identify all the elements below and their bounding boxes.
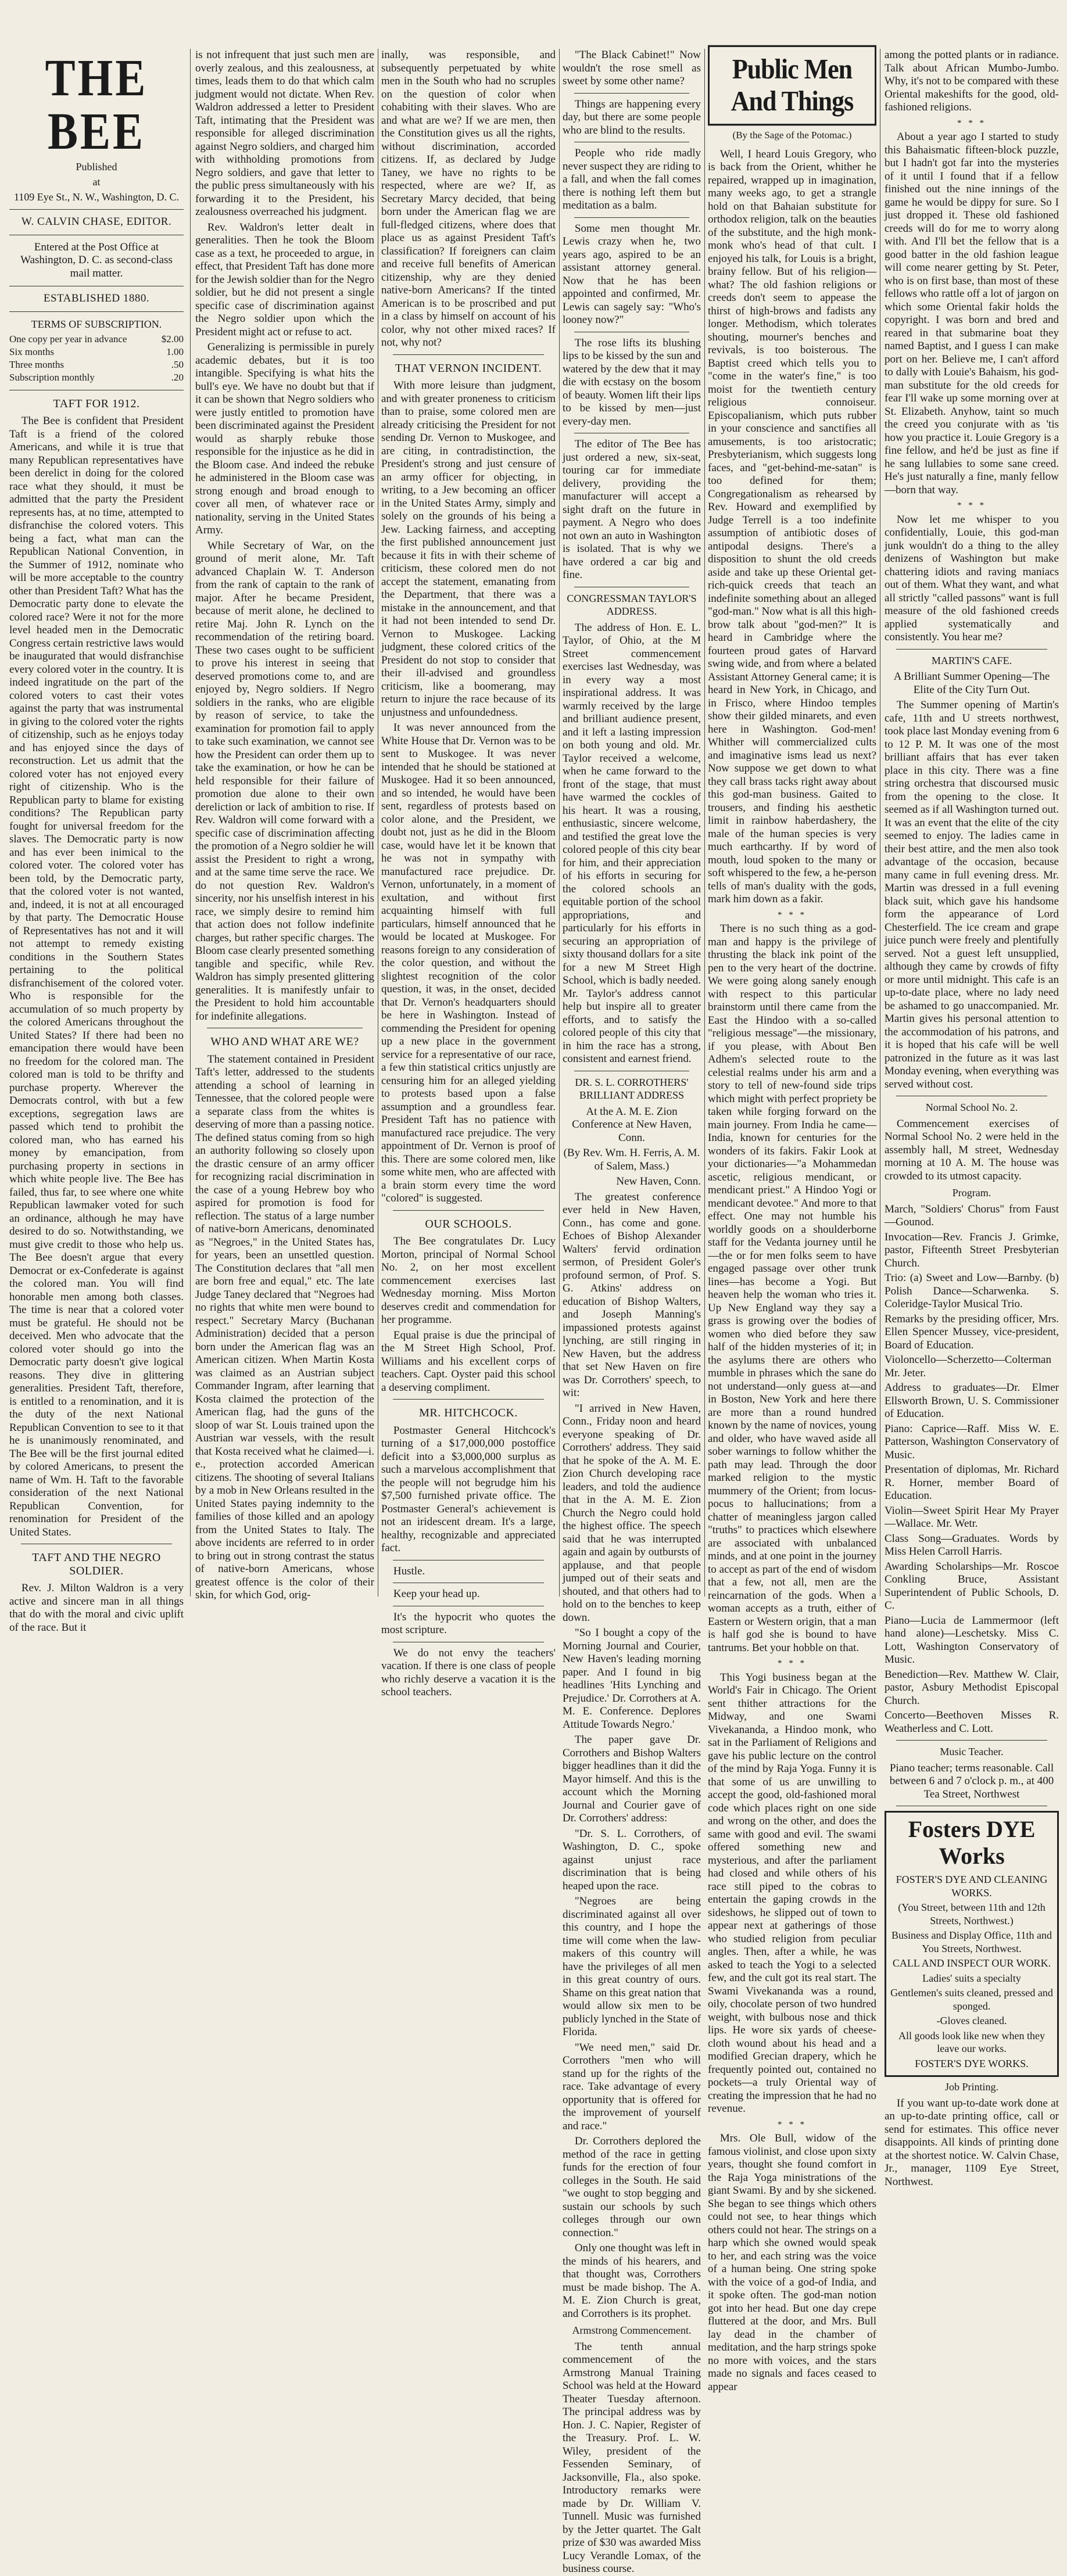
article-paragraph: It was never announced from the White House that Dr. Vernon was to be sent to Muskogee. It was never intended that he should be stationed at Muskogee. Had it so been announced, and so intended, he would have been sent, regardless of protests based on color alone, and the President, we doubt not, just as he did in the Bloom case, would have let it be known that he was not in sympathy with manufactured race prejudice. Dr. Vernon, unfortunately, in a moment of exultation, and without first acquainting himself with full particulars, himself announced that he would be located at Muskogee. For reasons foreign to any consideration of the color question, and without the slightest recognition of the color question, it was, in the onset, decided that Dr. Vernon's headquarters should be here in Washington. Instead of commending the President for opening up a new place in the government service for a representative of our race, a few thin statistical critics unjustly are censuring him for an alleged yielding to protests based upon a false assumption and a groundless fear. President Taft has no patience with manufactured race prejudice. The very appointment of Dr. Vernon is proof of this. There are some colored men, like some white men, who are affected with a brain storm every time the word "colored" is suggested. <box>381 722 556 1204</box>
star-divider: * * * <box>778 1659 807 1668</box>
article-paragraph: There is no such thing as a god-man and happy is the privilege of thrusting the black ink point of the pen to the very heart of the doctrine. We were going along sanely enough with respect to this particular brainstorm until there came from the East the Hindoo with a so-called "religious message"—the missionary, if you please, with About Ben Adhem's selected route to the celestial realms under his arm and a story to tell of new-found side trips which might with perfect propriety be taken while forging forward on the main journey. From India he came—India, known for centuries for the wonders of its fakirs. Fakir Look at your dictionaries—"a Mohammedan ascetic, religious mendicant, or mendicant priest." A Hindoo Yogi or mendicant devotee." And more to that effect. One may not humble his worldly goods on a shoulderborne staff for the Vedanta journey until he—the or for men folks seem to have engaged passage over other trunk lines—has become a Yogi. But heaven help the woman who tries it. Up New England way they say a grass is growing over the bodies of women who died before they saw half of the hidden mysteries of it; in the asylums there are others who mumble in phrases which the sane do not understand—only guess at—and in Boston, New York and here there are more than a round hundred known by the name of novices, young and older, who have waved aside all sober warnings to follow whither the path may lead. Through the door marked religion to the mystic mummery of the Orient; from locus-pocus to hallucinations; from a chatter of meaningless jargon called "truths" to practices which elsewhere are associated with unbalanced minds, and at one point in the journey to accept as part of the end of wisdom that a few, not all, men are the reincarnation of the gods. When a woman accepts as a truth, either of Eastern or Western origin, that a man is half god she is bound to have tantrums. Bet your hobble on that. <box>708 923 876 1654</box>
program-item: Remarks by the presiding officer, Mrs. Ellen Spencer Mussey, vice-president, Board of Education. <box>885 1312 1059 1351</box>
ad-heading: Job Printing. <box>944 2081 998 2093</box>
public-men-banner: Public Men And Things <box>708 45 876 126</box>
short-item: We do not envy the teachers' vacation. If there is one class of people who richly deserve a vacation it is the school teachers. <box>381 1646 556 1698</box>
article-paragraph: The Summer opening of Martin's cafe, 11th and U streets northwest, took place last Monday evening from 6 to 12 P. M. It was one of the most brilliant affairs that has ever taken place in this city. There was a fine string orchestra that discoursed music from the opening to the close. It seemed as if all Washington turned out. It was an event that the elite of the city seemed to enjoy. The ladies came in their best attire, and the men also took advantage of the occasion, because many came in full evening dress. Mr. Martin was dressed in a full evening black suit, which gave his handsome form the appearance of Lord Chesterfield. The ice cream and grape juice punch were freely and plentifully served. Not a guest left unsupplied, although they came by crowds of fifty or more until midnight. This cafe is an up-to-date place, where no lady need be ashamed to go unaccompanied. Mr. Martin gives his personal attention to the accommodation of his patrons, and it is hoped that his cafe will be well patronized in the future as it was last Monday evening, when everything was served without cost. <box>885 699 1059 1090</box>
divider <box>896 1740 1047 1741</box>
column-rule <box>190 49 191 1596</box>
article-heading: Armstrong Commencement. <box>572 2324 692 2336</box>
short-item: It's the hypocrit who quotes the most scripture. <box>381 1610 556 1636</box>
ad-line: FOSTER'S DYE WORKS. <box>915 2057 1029 2069</box>
article-paragraph: Dr. Corrothers deplored the method of the race in getting funds for the erection of four colleges in the South. He said "we ought to stop begging and sustain our schools by such colleges through our own connection." <box>563 2135 701 2239</box>
article-paragraph: "I arrived in New Haven, Conn., Friday noon and heard everyone speaking of Dr. Corrothers' address. They said that he spoke of the A. M. E. Zion Church developing race leaders, and told the audience that in the A. M. E. Zion Church the Negro could hold the highest office. The speech said that he was interrupted again and again by outbursts of applause, and that people jumped out of their seats and shouted, and that others had to hold on to the benches to keep down. <box>563 1402 701 1624</box>
article-heading: MR. HITCHCOCK. <box>419 1407 518 1419</box>
article-paragraph: Mrs. Ole Bull, widow of the famous violinist, and close upon sixty years, thought she found comfort in the Raja Yoga ministrations of the giant Swami. By and by she sickened. She began to see things which others could not see, to hear things which others could not hear. The strings on a harp which she owned would speak to her, and each string was the voice of a human being. One string spoke with the voice of a god-of India, and it spoke often. The god-man notion got into her head. But one day crepe fluttered at the door, and Mrs. Bull lay dead in the chamber of meditation, and the harp strings spoke no more with voices, and the stars made no signals and faces ceased to appear <box>708 2132 876 2393</box>
column-3 <box>381 49 556 1698</box>
terms-heading: TERMS OF SUBSCRIPTION. <box>31 318 162 330</box>
program-item: Benediction—Rev. Matthew W. Clair, pastor, Asbury Methodist Episcopal Church. <box>885 1668 1059 1707</box>
program-item: Invocation—Rev. Francis J. Grimke, pastor, Fifteenth Street Presbyterian Church. <box>885 1230 1059 1269</box>
star-divider: * * * <box>778 910 807 920</box>
star-divider: * * * <box>778 2119 807 2129</box>
terms-table <box>9 333 184 384</box>
program-heading: Program. <box>952 1187 991 1199</box>
article-paragraph: Well, I heard Louis Gregory, who is back from the Orient, whither he repaired, wrapped up in imagination, many weeks ago, to get a strangle hold on that Bahaian substitute for orthodox religion, talk on the beauties of the substitute, and the high monk-monk who's head of that cult. I enjoyed his talk, for Louis is a bright, brainy fellow. But of his religion—what? The old fashion religions or creeds don't seem to appease the thirst of high-brows and fadists any longer. Methodism, which tolerates shouting, mourner's benches and revivals, is too boisterous. The Baptist creed which tells you to "come in the water's fine," is too moist for the twentieth century religious connoiseur. Episcopalianism, which puts rubber in your conscience and sanctifies all amusements, is too aristocratic; Presbyterianism, which suggests long faces, and "get-behind-me-satan" is too defined for them; Congregationalism as rehearsed by Rev. Howard and exemplified by Judge Terrell is a too indefinite assumption of antibiotic doses of antipodal designs. There's a disposition to shunt the old creeds aside and take up these Oriental get-rich-quick creeds that teach an indefinite something about an alleged "god-man." Now what is all this high-brow talk about "god-men?" It is heard in Cambridge where the fourteen proud gates of Harvard swing wide, and from where a belated Assistant Attorney General came; it is heard in New York, in Chicago, and in Frisco, where Hindoo temples show their gilded minarets, and even here in Washington. God-men! Whither will commercialized cults and imaginative isms lead us next? Now suppose we get down to what they call brass tacks right away about this god-man business. Gaited to trousers, and finding his aesthetic limit in rainbow haberdashery, the male of the human species is very much earthcarthy. If by word of mouth, loud spoken to the many or soft whispered to the few, a he-person tells of man's duality with the gods, mark him down as a fakir. <box>708 148 876 905</box>
ad-line: FOSTER'S DYE AND CLEANING WORKS. <box>896 1874 1048 1899</box>
article-paragraph: Now let me whisper to you confidentially, Louie, this god-man junk wouldn't do a thing to the alley denizens of Washington but make chattering idiots and raving maniacs out of them. What they want, and what all strictly "called passons" want is full measure of the old fashioned creeds applied systematically and consistently. You hear me? <box>885 513 1059 643</box>
column-1 <box>9 48 184 1634</box>
terms-row: One copy per year in advance $2.00 <box>9 333 184 345</box>
program-item: Trio: (a) Sweet and Low—Barnby. (b) Polish Dance—Scharwenka. S. Coleridge-Taylor Musical Trio. <box>885 1272 1059 1310</box>
article-paragraph: Rev. Waldron's letter dealt in generalities. Then he took the Bloom case as a text, he proceeded to argue, in effect, that President Taft has done more for the Jewish soldier than for the Negro soldier, but he did not present a single specific case of discrimination against the Negro soldier upon which the President might act or refuse to act. <box>195 221 374 338</box>
column-4 <box>563 49 701 2575</box>
article-paragraph: is not infrequent that just such men are overly zealous, and this zealousness, at times, leads them to do that which calm judgment would not dictate. When Rev. Waldron addressed a letter to President Taft, intimating that the President was responsible for alleged discrimination against Negro soldiers, and charged him with withholding promotions from Negro soldiers, and gave that letter to the public press simultaneously with his forwarding it to the President, his zealousness overreached his judgment. <box>195 49 374 218</box>
short-item: The editor of The Bee has just ordered a new, six-seat, touring car for immediate delivery, providing the manufacturer will accept a sight draft on the future in payment. A Negro who does not own an auto in Washington is isolated. That is why we have ordered a car big and fine. <box>563 438 701 581</box>
ad-line: Business and Display Office, 11th and You Streets, Northwest. <box>891 1929 1052 1954</box>
article-heading: WHO AND WHAT ARE WE? <box>210 1035 359 1048</box>
article-paragraph: Only one thought was left in the minds of his hearers, and that thought was, Corrothers must be made bishop. The A. M. E. Zion Church is great, and Corrothers is its prophet. <box>563 2242 701 2320</box>
article-heading: TAFT FOR 1912. <box>53 397 140 410</box>
divider <box>574 217 689 218</box>
column-5 <box>708 49 876 2393</box>
article-heading: THAT VERNON INCIDENT. <box>395 361 542 375</box>
article-paragraph: "Dr. S. L. Corrothers, of Washington, D. C., spoke against unjust race discrimination that is being heaped upon the race. <box>563 1827 701 1892</box>
column-rule <box>704 49 705 1596</box>
ad-line: Ladies' suits a specialty <box>922 1972 1021 1984</box>
article-paragraph: The Bee congratulates Dr. Lucy Morton, principal of Normal School No. 2, on her most excellent commencement exercises last Wednesday morning. Miss Morton deserves credit and commendation for her programme. <box>381 1235 556 1326</box>
published-address: 1109 Eye St., N. W., Washington, D. C. <box>13 191 180 203</box>
article-subhead: At the A. M. E. Zion Conference at New Haven, Conn. <box>572 1105 692 1144</box>
article-heading: DR. S. L. CORROTHERS' BRILLIANT ADDRESS <box>575 1076 689 1101</box>
terms-row: Subscription monthly .20 <box>9 371 184 383</box>
published-line: Published <box>76 161 117 173</box>
star-divider: * * * <box>957 118 986 128</box>
divider <box>9 209 184 210</box>
ad-line: (You Street, between 11th and 12th Streets, Northwest.) <box>898 1901 1045 1926</box>
ad-banner: Fosters DYE Works <box>908 1816 1036 1869</box>
short-item: Keep your head up. <box>393 1588 480 1600</box>
article-paragraph: The tenth annual commencement of the Armstrong Manual Training School was held at the Howard Theater Tuesday afternoon. The principal address was by Hon. J. C. Napier, Register of the Treasury. Prof. L. W. Wiley, president of the Fessenden Seminary, of Jacksonville, Fla., also spoke. Introductory remarks were made by Dr. William V. Tunnell. Music was furnished by the Jetter quartet. The Galt prize of $30 was awarded Miss Lucy Verandle Lomax, of the business course. <box>563 2340 701 2575</box>
article-heading: CONGRESSMAN TAYLOR'S ADDRESS. <box>567 592 697 617</box>
program-item: Awarding Scholarships—Mr. Roscoe Conkling Bruce, Assistant Superintendent of Public Schools, D. C. <box>885 1560 1059 1612</box>
divider <box>393 1210 544 1211</box>
article-paragraph: While Secretary of War, on the ground of merit alone, Mr. Taft advanced Chaplain W. T. Anderson from the rank of captain to the rank of major. After he became President, because of merit alone, he declined to retire Maj. John R. Lynch on the recommendation of the retiring board. These two cases ought to be sufficient to prove his interest in seeing that deserved promotions come to, and are enjoyed by, Negro soldiers. If Negro soldiers in the ranks, who are eligible by reason of service, to take the examination for promotion fail to apply to take such examination, we cannot see how the President can order them up to take the examination, or how he can be held responsible for their failure of promotion due alone to their own dereliction or lack of ambition to rise. If Rev. Waldron will come forward with a specific case of discrimination affecting the promotion of a Negro soldier he will assist the President to right a wrong, and at the same time serve the race. We do not question Rev. Waldron's sincerity, nor his unselfish interest in his race, we simply desire to remind him that action does not follow indefinite charges, but rather specific charges. The Bloom case clearly presented something tangible and specific, while Rev. Waldron has simply presented glittering generalities. It is manifestly unfair to the President to hold him accountable for indefinite allegations. <box>195 539 374 1022</box>
short-item: The rose lifts its blushing lips to be kissed by the sun and watered by the dew that it may die with ecstasy on the bosom of beauty. Women lift their lips to be kissed by men—just every-day men. <box>563 336 701 428</box>
ad-line: Gentlemen's suits cleaned, pressed and sponged. <box>890 1987 1053 2012</box>
ad-line: All goods look like new when they leave our works. <box>898 2029 1045 2054</box>
article-heading: Normal School No. 2. <box>925 1102 1018 1113</box>
divider <box>896 649 1047 650</box>
program-item: Address to graduates—Dr. Elmer Ellsworth Brown, U. S. Commissioner of Education. <box>885 1382 1059 1420</box>
article-paragraph: The paper gave Dr. Corrothers and Bishop Walters bigger headlines than it did the Mayor himself. And this is the account which the Morning Journal and Courier gave of Dr. Corrothers' address: <box>563 1734 701 1824</box>
short-item: Some men thought Mr. Lewis crazy when he, two years ago, aspired to be an assistant attorney general. Now that he has been appointed and confirmed, Mr. Lewis can sagely say: "Who's looney now?" <box>563 222 701 326</box>
article-dateline: New Haven, Conn. <box>616 1175 701 1187</box>
ad-line: CALL AND INSPECT OUR WORK. <box>892 1957 1051 1969</box>
short-item: People who ride madly never suspect they are riding to a fall, and when the fall comes there is nothing left them but meditation as a balm. <box>563 147 701 211</box>
article-heading: MARTIN'S CAFE. <box>931 654 1012 666</box>
short-item: Hustle. <box>393 1565 425 1577</box>
article-subhead: A Brilliant Summer Opening—The Elite of the City Turn Out. <box>893 670 1050 696</box>
terms-row: Three months .50 <box>9 358 184 370</box>
ad-line: -Gloves cleaned. <box>936 2015 1007 2026</box>
column-byline: (By the Sage of the Potomac.) <box>732 130 852 141</box>
article-paragraph: inally, was responsible, and subsequently perpetuated by white men in the South who had no scruples on the question of color when cohabiting with their slaves. Who are and what are we? If we are men, then the Constitution gives us all the rights, without discrimination, accorded citizens. If, as declared by Judge Taney, we have no rights to be respected, where are we? If, as Secretary Marcy decided, that being born under the American flag we are full-fledged citizens, where does that place us as against President Taft's classification? If foreigners can claim and receive full benefits of American citizenship, why are they denied native-born Americans? If the tinted American is to be proscribed and put in a class by himself on account of his color, why not other mixed races? If not, why not? <box>381 49 556 349</box>
ad-heading: Music Teacher. <box>940 1746 1004 1757</box>
article-paragraph: Generalizing is permissible in purely academic debates, but it is too intangible. Specifying is what hits the bull's eye. We have no doubt but that if it can be shown that Negro soldiers who were justly entitled to promotion have been discriminated against the President would as sharply rebuke those responsible for the injustice as he did in the Bloom case. And indeed the rebuke he administered in the Bloom case was strong enough and broad enough to cover all men, of whatever race or nationality, serving in the United States Army. <box>195 341 374 536</box>
article-paragraph: The Bee is confident that President Taft is a friend of the colored Americans, and while it is true that many Republican representatives have been derelict in doing for the colored race what they should, it must be admitted that the party the President represents has, at no time, attempted to disfranchise the colored voters. This being a fact, what man can the Republican National Convention, in the Summer of 1912, nominate who will be more acceptable to the country other than President Taft? What has the Democratic party done to elevate the colored race? Were it not for the more level headed men in the Democratic Congress certain restrictive laws would be inaugurated that would disfranchise every colored voter in the country. It is indeed ingratitude on the part of the colored voters to cast their votes against the party that was instrumental in giving to the colored voter the rights of citizenship, such as he enjoys today and has enjoyed since the days of reconstruction. Let us admit that the colored voter has not enjoyed every right of citizenship. Who is the Republican party to blame for existing conditions? The Republican party fought for universal freedom for the slaves. The Democratic party is now and has ever been inimical to the colored voter. The colored voter has been told, by the Democratic party, that the colored voter is not wanted, and, indeed, it is not at all encouraged by that party. The Democratic House of Representatives has not and it will not attempt to remedy existing conditions in the Southern States pertaining to the political disfranchisement of the colored voter. Who is responsible for the accumulation of so much property by the colored Americans throughout the United States? If there had been no emancipation there would have been no freedom for the colored man. The colored man is told to be thrifty and purchase property. Wherever the Democrats control, with but a few exceptions, segregation laws are passed which tend to prohibit the colored man, who has earned his money by emancipation, from purchasing property in sections in which white people live. The Bee has failed, thus far, to see where one white Republican lawmaker voted for such an ordinance, although he may have desired to do so. Notwithstanding, we must give credit to those who help us. The Bee doesn't argue that every Democrat or ex-Confederate is against the colored man. You will find honorable men among both classes. The time is near that a colored voter must be grateful. He should not be deceived. Men who advocate that the colored voter should go into the Democratic party doesn't give logical reasons. They dive in glittering generalities. President Taft, therefore, is entitled to a renomination, and it is the duty of the next National Republican Convention to see to it that he is unanimously renominated, and The Bee will be the first journal edited by colored Americans, to present the name of Wm. H. Taft to the favorable consideration of the next National Republican Convention, for renomination for President of the United States. <box>9 415 184 1538</box>
dye-works-ad <box>885 1811 1059 2077</box>
program-item: Piano—Lucia de Lammermoor (left hand alone)—Leschetsky. Miss C. Lott, Washington Conservatory of Music. <box>885 1614 1059 1666</box>
program-list <box>885 1203 1059 1736</box>
article-byline: (By Rev. Wm. H. Ferris, A. M. of Salem, Mass.) <box>563 1147 700 1172</box>
column-2 <box>195 49 374 1601</box>
short-item: "The Black Cabinet!" Now wouldn't the rose smell as sweet by some other name? <box>563 49 701 87</box>
article-paragraph: Equal praise is due the principal of the M Street High School, Prof. Williams and his excellent corps of teachers. Capt. Oyster paid this school a deserving compliment. <box>381 1329 556 1394</box>
program-item: March, "Soldiers' Chorus" from Faust—Gounod. <box>885 1203 1059 1228</box>
program-item: Presentation of diplomas, Mr. Richard R. Horner, member Board of Education. <box>885 1463 1059 1502</box>
entered-notice: Entered at the Post Office at Washington, D. C. as second-class mail matter. <box>20 241 173 279</box>
article-paragraph: "We need men," said Dr. Corrothers "men who will stand up for the rights of the race. Take advantage of every opportunity that is offered for the improvement of yourself and race." <box>563 2041 701 2132</box>
established-line: ESTABLISHED 1880. <box>43 292 150 304</box>
published-line: at <box>92 176 101 188</box>
article-paragraph: "So I bought a copy of the Morning Journal and Courier, New Haven's leading morning paper. And I found in big headlines 'Hits Lynching and Prejudice.' Dr. Corrothers at A. M. E. Conference. Deplores Attitude Towards Negro.' <box>563 1627 701 1731</box>
divider <box>393 1399 544 1400</box>
article-paragraph: About a year ago I started to study this Bahaismatic fifteen-block puzzle, but I hadn't got far into the mysteries of it until I found that if a fellow finished out the nine innings of the game he would be dippy for sure. So I just dropped it. These old fashioned creeds will do for me to worry along with. And I'll bet the fellow that is a good batter in the old fashion league will come nearer getting by St. Peter, who is on first base, than most of these fellows who rattle off a lot of jargon on which some Oriental fakir holds the copyright. I was born and bred and reared in that submarine boat they named Baptist, and I guess I can make port on her. Believe me, I can't afford to dally with Louie's Bahaism, his god-man substitute for the old creeds for fear I'll wake up some morning over at St. Elizabeth. Anyhow, taint so much the creed you conjurate with as 'tis how you practice it. Louie Gregory is a fine fellow, and he'd be just as fine if he sang lullabies to some sane creed. He's just naturally a fine, manly fellow—born that way. <box>885 131 1059 496</box>
column-6 <box>885 49 1059 2188</box>
program-item: Violin—Sweet Spirit Hear My Prayer—Wallace. Mr. Wetr. <box>885 1504 1059 1530</box>
program-item: Concerto—Beethoven Misses R. Weatherless and C. Lott. <box>885 1709 1059 1735</box>
divider <box>574 93 689 94</box>
article-heading: OUR SCHOOLS. <box>425 1217 512 1230</box>
article-paragraph: This Yogi business began at the World's Fair in Chicago. The Orient sent thither attractions for the Midway, and one Swami Vivekananda, a Hindoo monk, who sat in the Parliament of Religions and gave his public lecture on the control of the mind by Raja Yoga. Funny it is that some of us are unwilling to accept the good, old-fashioned moral code which places right on one side and wrong on the other, and does the same with good and evil. The swami offered something new and mysterious, and after the parliament had closed and while others of his race still piped to the cobras to entertain the gaping crowds in the sideshows, he slipped out of town to appear next at gatherings of those who studied religion from peculiar angles. Then, after a while, he was asked to teach the Yogi to a selected few, and the cult got its real start. The Swami Vivekananda was a round, oily, chocolate person of two hundred weight, with bulbous nose and thick lips. He wore six yards of cheese-cloth wound about his head and a modified Grecian drapery, which he frequently pointed out, contained no pockets—a truly Oriental way of creating the impression that he had no revenue. <box>708 1671 876 2115</box>
ad-text: If you want up-to-date work done at an up-to-date printing office, call or send for estimates. This office never disappoints. All kinds of printing done at the shortest notice. W. Calvin Chase, Jr., manager, 1109 Eye Street, Northwest. <box>885 2097 1059 2188</box>
divider <box>9 311 184 312</box>
short-item: Things are happening every day, but there are some people who are blind to the results. <box>563 98 701 137</box>
program-item: Piano: Caprice—Raff. Miss W. E. Patterson, Washington Conservatory of Music. <box>885 1422 1059 1461</box>
article-paragraph: The address of Hon. E. L. Taylor, of Ohio, at the M Street commencement exercises last Wednesday, was in every way a most inspirational address. It was warmly received by the large and brilliant audience present, and it left a lasting impression on both young and old. Mr. Taylor received a welcome, when he came forward to the front of the stage, that must have warmed the cockles of his heart. It was a rousing, enthusiastic, sincere welcome, and testified the great love the colored people of this city bear for him, and their appreciation of his efforts in securing for the colored schools an equitable portion of the school appropriations, and particularly for his efforts in securing an appropriation of sixty thousand dollars for a site for a new M Street High School, which is badly needed. Mr. Taylor's address cannot help but inspire all to greater efforts, and to satisfy the colored people of this city that in him the race has a strong, consistent and earnest friend. <box>563 621 701 1065</box>
article-heading: TAFT AND THE NEGRO SOLDIER. <box>32 1551 161 1577</box>
article-paragraph: The statement contained in President Taft's letter, addressed to the students attending a school of learning in Tennessee, that the colored people were a separate class from the whites is deserving of more than a passing notice. The defined status coming from so high an authority following so closely upon the drastic censure of an army officer for recognizing racial discrimination in the case of a young Hebrew boy who aspired for promotion is food for reflection. The status of a large number of native-born Americans, denominated as "Negroes," in the United States has, for years, been an unsettled question. The Constitution declares that "all men are born free and equal," etc. The late Judge Taney declared that "Negroes had no rights that white men were bound to respect." Secretary Marcy (Buchanan Administration) decided that a person born under the American flag was an American citizen. When Martin Kosta was claimed as an Austrian subject Commander Ingram, after learning that Kosta claimed the protection of the American flag, had the guns of the sloop of war St. Louis trained upon the Austrian war vessels, with the result that Kosta received what he claimed—i. e., protection accorded American citizens. The shooting of several Italians by a mob in New Orleans resulted in the United States paying indemnity to the families of those killed and an apology from the United States to Italy. The above incidents are referred to in order to bring out in strong contrast the status of native-born Americans, whose greatest offence is the color of their skin, for which God, orig- <box>195 1053 374 1601</box>
article-paragraph: Rev. J. Milton Waldron is a very active and sincere man in all things that do with the moral and civic uplift of the race. But it <box>9 1582 184 1634</box>
editor-line: W. CALVIN CHASE, EDITOR. <box>21 216 172 228</box>
article-paragraph: Commencement exercises of Normal School No. 2 were held in the assembly hall, M street, Wednesday morning at 10 A. M. The house was crowded to its utmost capacity. <box>885 1117 1059 1182</box>
terms-row: Six months 1.00 <box>9 346 184 357</box>
article-paragraph: With more leisure than judgment, and with greater proneness to criticism than to praise, some colored men are already criticising the President for not sending Dr. Vernon to Muskogee, and are citing, in contradistinction, the President's strong and just censure of an army officer for objecting, in writing, to a Jew becoming an officer in the United States Army, simply and solely on the grounds of his being a Jew. Lacking fairness, and accepting the first published announcement just because it fits in with their scheme of criticism, these colored men do not accept the statement, emanating from the Department, that there was a mistake in the announcement, and that it had not been intended to send Dr. Vernon to Muskogee. Lacking judgment, these colored critics of the President do not stop to consider that their ill-advised and groundless criticism, like a boomerang, may return to injure the race because of its unjustness and unfoundedness. <box>381 379 556 719</box>
star-divider: * * * <box>957 501 986 510</box>
article-paragraph: Postmaster General Hitchcock's turning of a $17,000,000 postoffice deficit into a $3,000,000 surplus as such a marvelous accomplishment that the people will not begrudge him his $7,500 furnished private office. The Postmaster General's achievement is not an iridescent dream. It's a large, healthy, recognizable and appreciated fact. <box>381 1424 556 1554</box>
page-top-edge <box>0 0 1067 41</box>
program-item: Class Song—Graduates. Words by Miss Helen Carroll Harris. <box>885 1532 1059 1558</box>
divider <box>393 354 544 355</box>
article-paragraph: The greatest conference ever held in New Haven, Conn., has come and gone. Echoes of Bishop Alexander Walters' fervid ordination sermon, of President Goler's profound sermon, of Prof. S. G. Atkins' address on education of Bishop Walters, and Joseph Manning's impassioned protests against lynching, are still ringing in New Haven, but the address that set New Haven on fire was Dr. Corrothers' speech, to wit: <box>563 1190 701 1399</box>
column-rule <box>559 49 560 1596</box>
masthead-title: THE BEE <box>45 48 148 160</box>
ad-text: Piano teacher; terms reasonable. Call between 6 and 7 o'clock p. m., at 400 Tea Street, Northwest <box>889 1761 1054 1800</box>
program-item: Violoncello—Scherzetto—Colterman Mr. Jeter. <box>885 1354 1051 1379</box>
article-paragraph: "Negroes are being discriminated against all over this country, and I hope the time will come when the law-makers of this country will have the privileges of all men in this great country of ours. Shame on this great nation that would allow six men to be publicly lynched in the State of Florida. <box>563 1895 701 2038</box>
article-paragraph: among the potted plants or in radiance. Talk about African Mumbo-Jumbo. Why, it's not to be compared with these Oriental makeshifts for the good, old-fashioned religions. <box>885 49 1059 113</box>
